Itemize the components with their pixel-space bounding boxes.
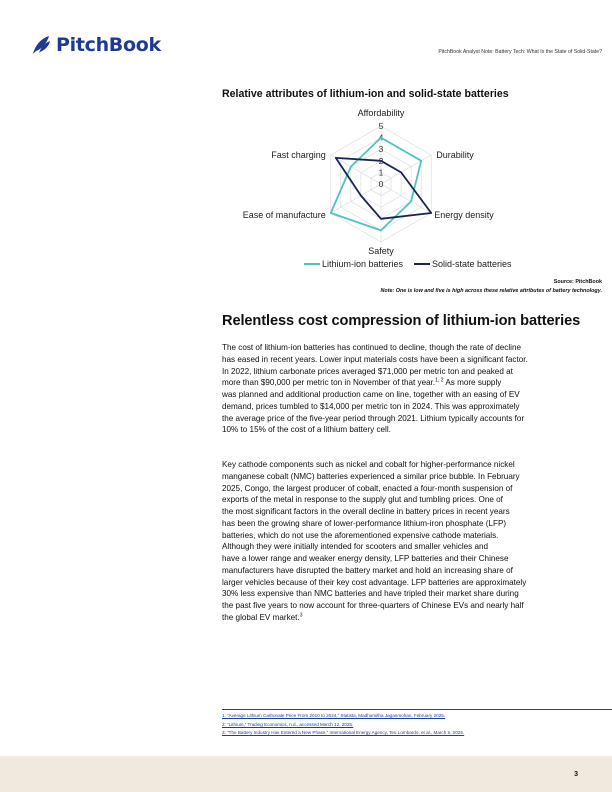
header-note: PitchBook Analyst Note: Battery Tech: What Is the State of Solid-State? <box>438 49 602 55</box>
p2-line: have a lower range and weaker energy density, LFP batteries and their Chinese <box>222 554 509 563</box>
page-footer <box>0 756 612 792</box>
p1-line: In 2022, lithium carbonate prices averaged $71,000 per metric ton and peaked at <box>222 366 513 376</box>
footnote-ref[interactable]: 1, 2 <box>435 377 444 384</box>
chart-title: Relative attributes of lithium-ion and solid-state batteries <box>222 88 509 100</box>
section-heading: Relentless cost compression of lithium-ion batteries <box>222 313 581 329</box>
p2-line: the most significant factors in the overall decline in battery prices in recent years <box>222 507 510 516</box>
radar-scale-label: 0 <box>378 179 384 189</box>
pitchbook-leaf-icon <box>30 34 52 56</box>
radar-category-label: Durability <box>436 150 474 160</box>
p2-line: 30% less expensive than NMC batteries and have tripled their market share during <box>222 589 519 599</box>
footnote-link[interactable]: 1: “Average Lithium Carbonate Price From 2010 to 2024,” Statista, Madhumitha Jaganmohan, February 2025. <box>222 713 446 718</box>
radar-scale-label: 4 <box>378 132 384 143</box>
footnote-link[interactable]: 2: “Lithium,” Trading Economics, n.d., accessed March 12, 2025. <box>222 721 354 727</box>
p2-line: Key cathode components such as nickel and cobalt for higher-performance nickel <box>222 460 515 469</box>
paragraph-2 <box>222 459 604 624</box>
footnotes <box>222 712 552 738</box>
radar-category-label: Safety <box>368 246 394 256</box>
p1-line: 10% to 15% of the cost of a lithium battery cell. <box>222 425 391 435</box>
p2-line: the past five years to now account for three-quarters of Chinese EVs and nearly half <box>222 601 524 610</box>
paragraph-1 <box>222 342 604 436</box>
radar-category-label: Ease of manufacture <box>242 210 326 220</box>
radar-scale-label: 5 <box>378 121 384 131</box>
pitchbook-logo[interactable] <box>30 34 161 56</box>
p1-line: was planned and additional production came on line, together with an easing of EV <box>222 390 520 399</box>
p1-line: more than $90,000 per metric ton in November of that year. <box>222 378 436 388</box>
footnote-ref[interactable]: 3 <box>299 612 303 619</box>
p2-line: manufacturers have disrupted the battery market and hold an increasing share of <box>222 565 513 575</box>
chart-note: Note: One is low and five is high across these relative attributes of battery technology. <box>380 288 602 294</box>
p2-line: exports of the metal in response to the supply glut and tumbling prices. One of <box>222 495 503 505</box>
radar-scale-label: 1 <box>378 167 384 178</box>
p2-line: batteries, which do not use the aforementioned expensive cathode materials. <box>222 530 499 540</box>
p1-line: demand, prices tumbled to $14,000 per metric ton in 2024. This was approximately <box>222 401 520 411</box>
p1-line: The cost of lithium-ion batteries has continued to decline, though the rate of decline <box>222 343 522 352</box>
radar-scale-label: 2 <box>378 155 384 166</box>
page-number: 3 <box>574 771 578 778</box>
p2-line: has been the growing share of lower-performance lithium-iron phosphate (LFP) <box>222 518 507 528</box>
legend-label: Lithium-ion batteries <box>322 259 404 269</box>
p2-line: manganese cobalt (NMC) batteries experienced a similar price bubble. In February <box>222 471 520 481</box>
radar-scale-label: 3 <box>378 144 384 155</box>
radar-spoke <box>381 184 431 213</box>
p2-line: larger vehicles because of their key cost advantage. LFP batteries are approximately <box>222 577 527 587</box>
p1-line: the average price of the five-year period through 2021. Lithium typically accounts for <box>222 413 525 423</box>
p1-line: has eased in recent years. Lower input materials costs have been a significant factor. <box>222 354 528 364</box>
legend-label: Solid-state batteries <box>432 259 512 269</box>
radar-chart <box>222 100 602 278</box>
radar-category-label: Fast charging <box>271 150 326 160</box>
radar-category-label: Affordability <box>357 108 405 118</box>
p2-line: 2025, Congo, the largest producer of cobalt, enacted a four-month suspension of <box>222 483 513 493</box>
radar-category-label: Energy density <box>434 210 494 220</box>
p2-line: Although they were initially intended for scooters and smaller vehicles and <box>222 542 489 552</box>
chart-source: Source: PitchBook <box>553 279 602 285</box>
footnote-link[interactable]: 3: “The Battery Industry Has Entered a New Phase,” International Energy Agency, Teo Lombardo, et al., March 5, 2025. <box>222 730 465 736</box>
footnote-divider <box>222 709 612 710</box>
brand-name: PitchBook <box>56 34 161 56</box>
p1-line: As more supply <box>445 378 502 388</box>
p2-line: the global EV market. <box>222 612 300 622</box>
